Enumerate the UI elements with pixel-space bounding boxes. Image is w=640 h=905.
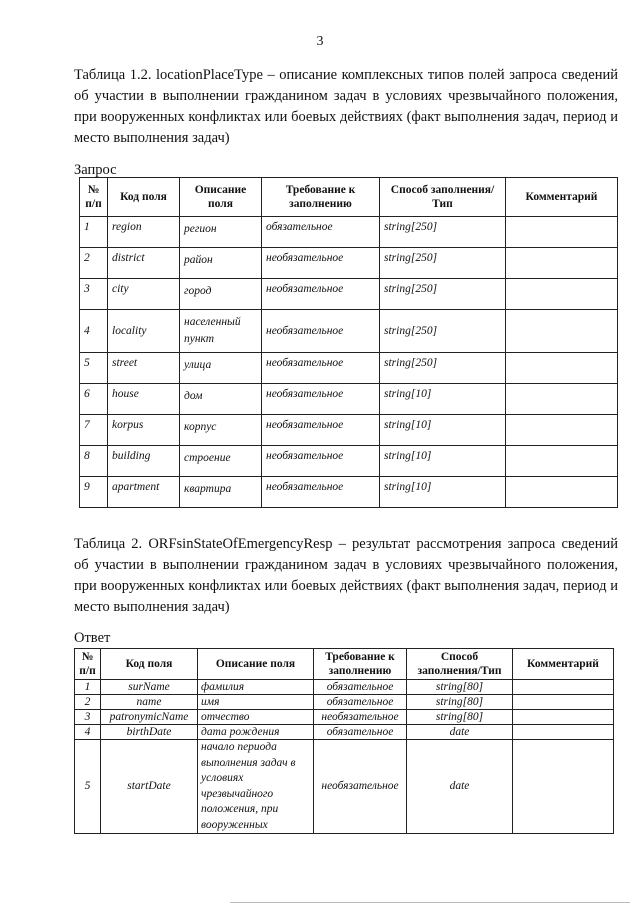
type-cell: string[80] — [407, 710, 513, 725]
row-number-cell: 8 — [80, 446, 108, 477]
comment-cell — [506, 477, 618, 508]
field-code-cell: region — [108, 217, 180, 248]
type-cell: string[10] — [380, 446, 506, 477]
table1-caption: Таблица 1.2. locationPlaceType – описание комплексных типов полей запроса сведений об участии в выполнении гражданином задач в условиях чрезвычайного положения, при вооруженных конфликтах или боевых действиях (факт выполнения задач, период и место выполнения задач) — [74, 67, 618, 146]
requirement-cell: необязательное — [262, 353, 380, 384]
comment-cell — [506, 415, 618, 446]
table-row — [80, 384, 618, 415]
type-cell: string[250] — [380, 279, 506, 310]
requirement-cell: необязательное — [262, 248, 380, 279]
row-number-cell: 5 — [80, 353, 108, 384]
header-cell: Способ заполнения/Тип — [380, 178, 506, 217]
table-row — [80, 477, 618, 508]
comment-cell — [513, 725, 614, 740]
field-description-cell: дата рождения — [198, 725, 314, 740]
field-code-cell: house — [108, 384, 180, 415]
table2-label: Ответ — [74, 630, 111, 646]
type-cell: string[250] — [380, 217, 506, 248]
table-row — [80, 217, 618, 248]
table1-label: Запрос — [74, 162, 117, 178]
table-header-row — [80, 178, 618, 217]
field-description-cell: населенный пункт — [180, 310, 262, 353]
type-cell: string[10] — [380, 477, 506, 508]
comment-cell — [506, 446, 618, 477]
requirement-cell: необязательное — [262, 384, 380, 415]
header-cell: Способ заполнения/Тип — [407, 649, 513, 680]
header-cell: Описание поля — [198, 649, 314, 680]
header-cell: № п/п — [80, 178, 108, 217]
field-code-cell: city — [108, 279, 180, 310]
header-cell: Комментарий — [506, 178, 618, 217]
table-body — [75, 680, 614, 834]
table-row — [75, 740, 614, 834]
header-cell: Требование к заполнению — [314, 649, 407, 680]
table-row — [75, 710, 614, 725]
field-code-cell: locality — [108, 310, 180, 353]
comment-cell — [506, 279, 618, 310]
header-cell: Комментарий — [513, 649, 614, 680]
field-code-cell: street — [108, 353, 180, 384]
field-code-cell: name — [101, 695, 198, 710]
row-number-cell: 6 — [80, 384, 108, 415]
field-code-cell: district — [108, 248, 180, 279]
comment-cell — [513, 740, 614, 834]
header-cell: Описание поля — [180, 178, 262, 217]
requirement-cell: обязательное — [314, 725, 407, 740]
table-header-row — [75, 649, 614, 680]
table-row — [80, 310, 618, 353]
field-description-cell: дом — [180, 384, 262, 415]
field-description-cell: регион — [180, 217, 262, 248]
request-table — [79, 177, 618, 508]
page-number: 3 — [316, 34, 324, 49]
row-number-cell: 1 — [75, 680, 101, 695]
type-cell: string[10] — [380, 384, 506, 415]
requirement-cell: необязательное — [314, 710, 407, 725]
requirement-cell: необязательное — [314, 740, 407, 834]
row-number-cell: 2 — [75, 695, 101, 710]
table-row — [80, 446, 618, 477]
requirement-cell: обязательное — [314, 695, 407, 710]
field-description-cell: квартира — [180, 477, 262, 508]
comment-cell — [513, 680, 614, 695]
type-cell: date — [407, 740, 513, 834]
field-code-cell: surName — [101, 680, 198, 695]
type-cell: string[10] — [380, 415, 506, 446]
row-number-cell: 3 — [80, 279, 108, 310]
header-cell: Требование к заполнению — [262, 178, 380, 217]
table-row — [75, 725, 614, 740]
table-row — [80, 248, 618, 279]
header-cell: Код поля — [101, 649, 198, 680]
field-description-cell: начало периода выполнения задач в условиях чрезвычайного положения, при вооруженных — [198, 740, 314, 834]
table-row — [75, 695, 614, 710]
comment-cell — [513, 695, 614, 710]
comment-cell — [513, 710, 614, 725]
row-number-cell: 2 — [80, 248, 108, 279]
field-code-cell: building — [108, 446, 180, 477]
requirement-cell: необязательное — [262, 310, 380, 353]
comment-cell — [506, 217, 618, 248]
field-description-cell: улица — [180, 353, 262, 384]
table-row — [80, 415, 618, 446]
page-edge-line — [230, 902, 630, 903]
header-cell: Код поля — [108, 178, 180, 217]
requirement-cell: необязательное — [262, 415, 380, 446]
field-description-cell: район — [180, 248, 262, 279]
requirement-cell: обязательное — [262, 217, 380, 248]
field-description-cell: город — [180, 279, 262, 310]
field-code-cell: startDate — [101, 740, 198, 834]
field-description-cell: корпус — [180, 415, 262, 446]
row-number-cell: 3 — [75, 710, 101, 725]
comment-cell — [506, 384, 618, 415]
table-row — [80, 279, 618, 310]
type-cell: string[80] — [407, 680, 513, 695]
field-description-cell: имя — [198, 695, 314, 710]
table2-caption: Таблица 2. ORFsinStateOfEmergencyResp – результат рассмотрения запроса сведений об участии в выполнении гражданином задач в условиях чрезвычайного положения, при вооруженных конфликтах или боевых действиях (факт выполнения задач, период и место выполнения задач) — [74, 536, 618, 615]
table-row — [75, 680, 614, 695]
row-number-cell: 7 — [80, 415, 108, 446]
field-description-cell: фамилия — [198, 680, 314, 695]
comment-cell — [506, 310, 618, 353]
row-number-cell: 1 — [80, 217, 108, 248]
row-number-cell: 4 — [75, 725, 101, 740]
type-cell: date — [407, 725, 513, 740]
table-body — [80, 217, 618, 508]
header-cell: № п/п — [75, 649, 101, 680]
requirement-cell: необязательное — [262, 477, 380, 508]
row-number-cell: 4 — [80, 310, 108, 353]
field-code-cell: patronymicName — [101, 710, 198, 725]
field-code-cell: birthDate — [101, 725, 198, 740]
requirement-cell: необязательное — [262, 446, 380, 477]
type-cell: string[250] — [380, 353, 506, 384]
table-row — [80, 353, 618, 384]
field-description-cell: строение — [180, 446, 262, 477]
field-description-cell: отчество — [198, 710, 314, 725]
type-cell: string[250] — [380, 310, 506, 353]
field-code-cell: apartment — [108, 477, 180, 508]
row-number-cell: 5 — [75, 740, 101, 834]
comment-cell — [506, 353, 618, 384]
response-table — [74, 648, 614, 834]
field-code-cell: korpus — [108, 415, 180, 446]
comment-cell — [506, 248, 618, 279]
row-number-cell: 9 — [80, 477, 108, 508]
type-cell: string[80] — [407, 695, 513, 710]
type-cell: string[250] — [380, 248, 506, 279]
requirement-cell: обязательное — [314, 680, 407, 695]
requirement-cell: необязательное — [262, 279, 380, 310]
